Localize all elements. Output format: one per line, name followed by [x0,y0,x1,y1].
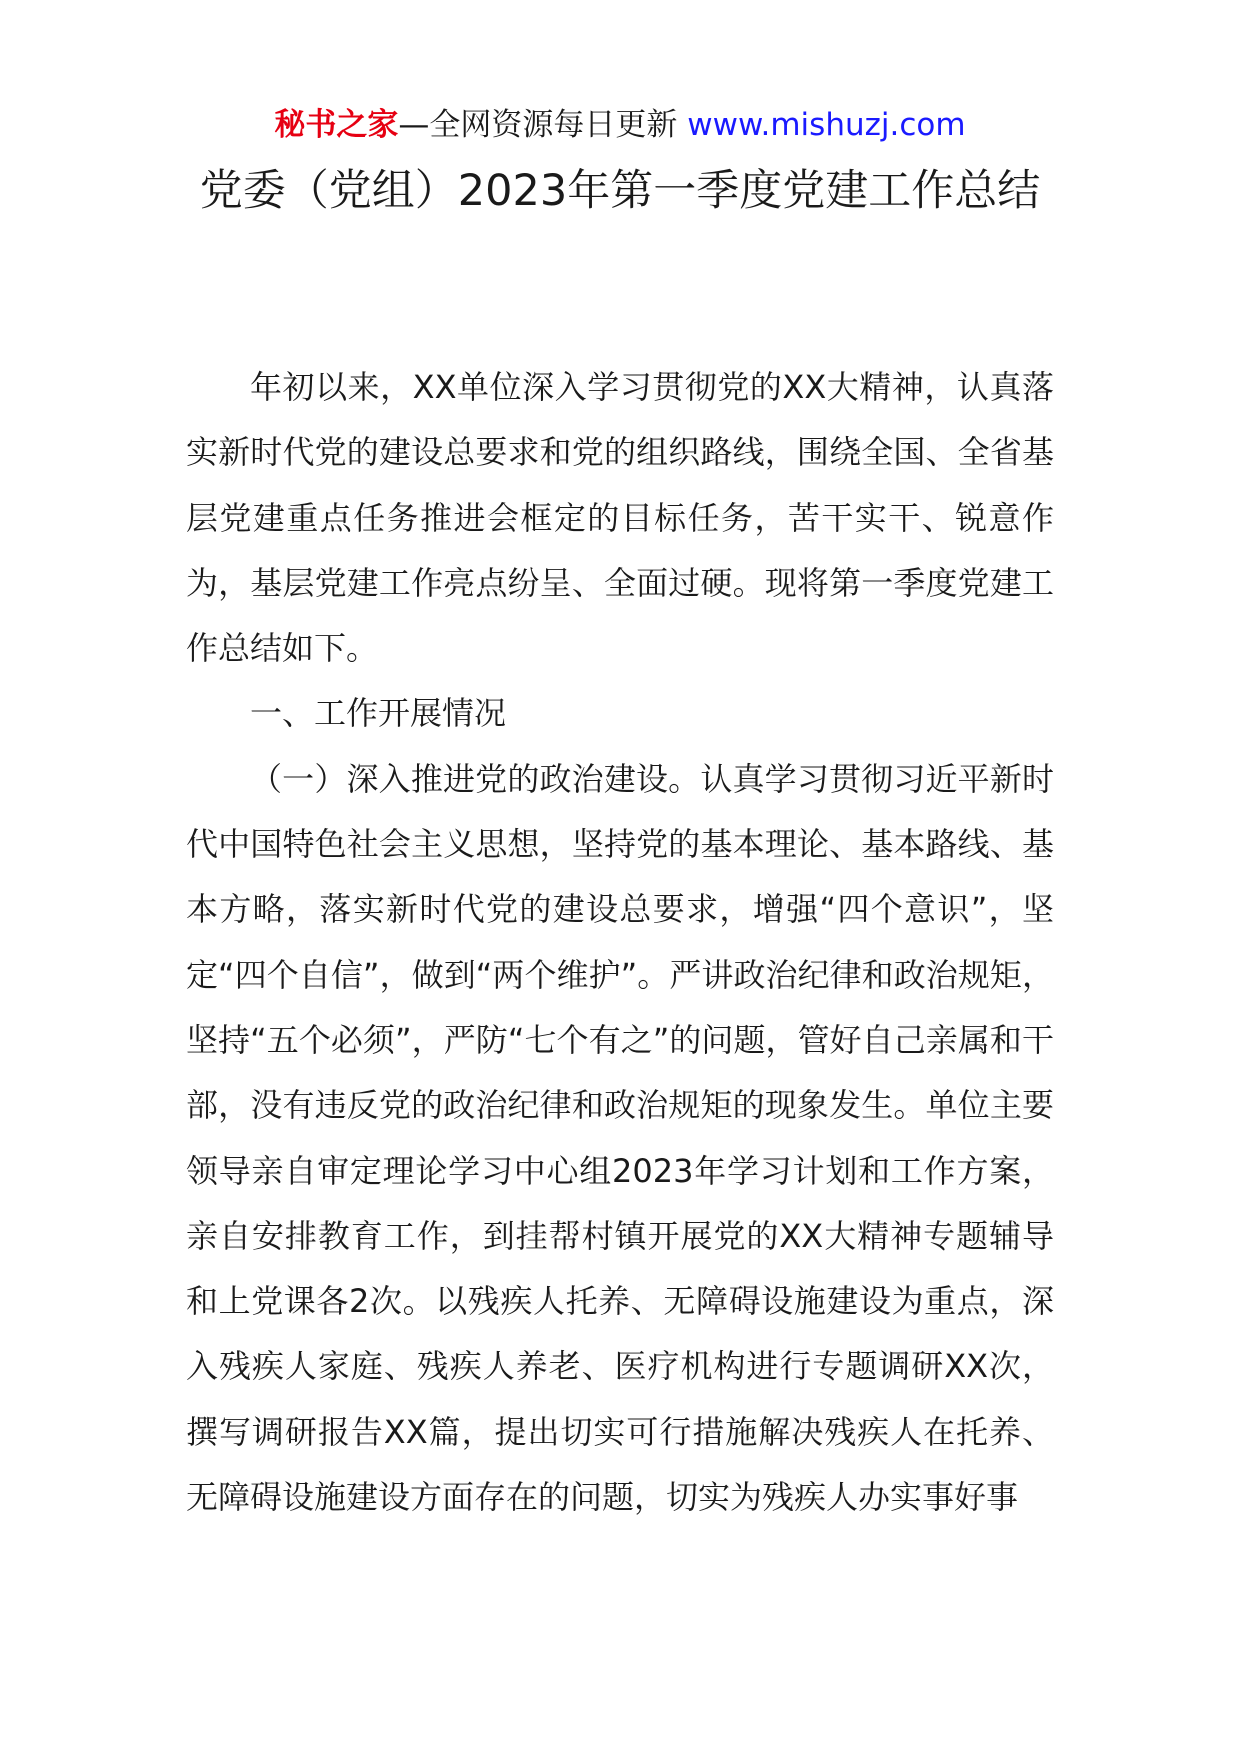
site-header [0,100,1240,150]
document-title: 党委（党组）2023年第一季度党建工作总结 [199,166,1041,216]
document-body [186,355,1054,1530]
site-url-link[interactable]: www.mishuzj.com [687,107,966,143]
site-brand: 秘书之家 [274,107,399,143]
paragraph-intro: 年初以来，XX单位深入学习贯彻党的XX大精神，认真落实新时代党的建设总要求和党的组织路线，围绕全国、全省基层党建重点任务推进会框定的目标任务，苦干实干、锐意作为，基层党建工作亮点纷呈、全面过硬。现将第一季度党建工作总结如下。 [186,368,1054,668]
site-tagline: —全网资源每日更新 [398,107,688,143]
paragraph-political-building: （一）深入推进党的政治建设。认真学习贯彻习近平新时代中国特色社会主义思想，坚持党的基本理论、基本路线、基本方略，落实新时代党的建设总要求，增强“四个意识”，坚定“四个自信”，做到“两个维护”。严讲政治纪律和政治规矩，坚持“五个必须”，严防“七个有之”的问题，管好自己亲属和干部，没有违反党的政治纪律和政治规矩的现象发生。单位主要领导亲自审定理论学习中心组2023年学习计划和工作方案，亲自安排教育工作，到挂帮村镇开展党的XX大精神专题辅导和上党课各2次。以残疾人托养、无障碍设施建设为重点，深入残疾人家庭、残疾人养老、医疗机构进行专题调研XX次，撰写调研报告XX篇，提出切实可行措施解决残疾人在托养、无障碍设施建设方面存在的问题，切实为残疾人办实事好事 [186,759,1054,1517]
section-heading: 一、工作开展情况 [250,694,507,733]
